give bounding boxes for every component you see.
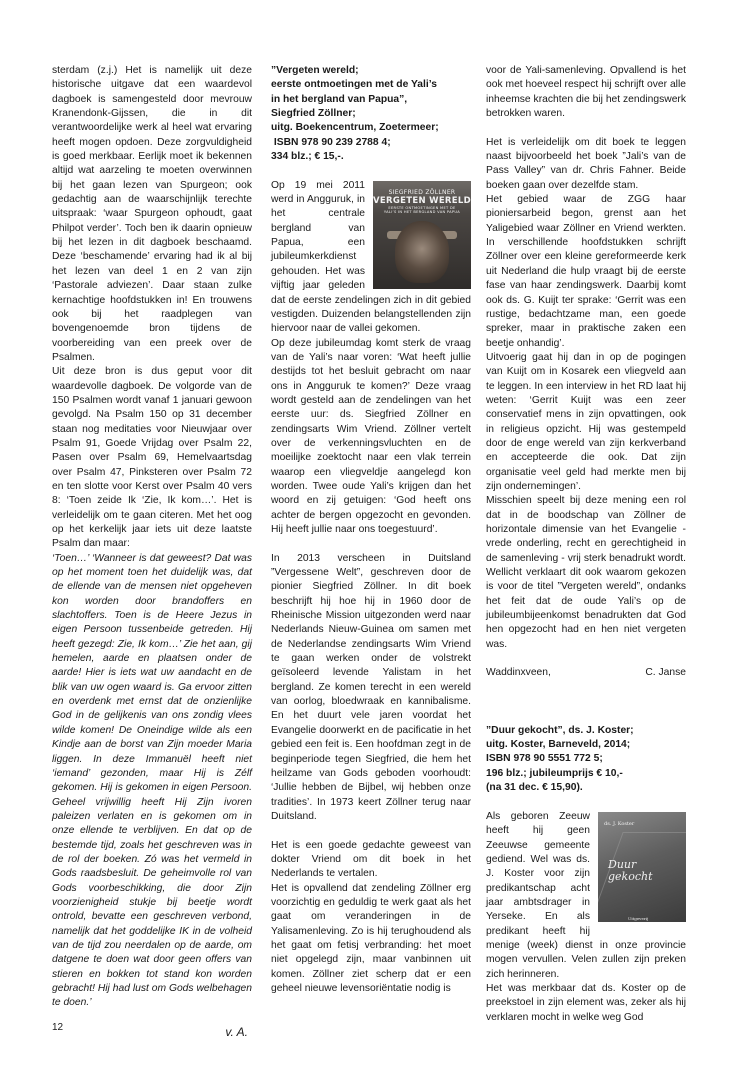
- review-paragraph: Misschien speelt bij deze mening een rol dat in de boodschap van Zöllner de horizontale dimensie van het Evangelie - vrede onderling, recht en gerechtigheid in de samenleving - vrij sterk benadrukt wordt. Wellicht verklaart dit ook waarom gekozen is voor de titel ”Vergeten wereld”, ondanks het feit dat de oude Yali’s op de jubileumbijeenkomst benadrukten dat God hen opgezocht had en hen niet vergeten was.: [486, 495, 686, 650]
- column-left: [52, 64, 252, 1039]
- bib-line: 334 blz.; € 15,-.: [271, 151, 344, 163]
- book-bibliography: [271, 64, 471, 164]
- bib-line: ”Vergeten wereld;: [271, 65, 359, 76]
- bib-line: ”Duur gekocht”, ds. J. Koster;: [486, 724, 634, 736]
- cover-title: VERGETEN WERELD: [373, 195, 471, 206]
- review-paragraph: Als geboren Zeeuw heeft hij geen Zeeuwse gemeente gediend. Wel was ds. J. Koster voor zijn predikantschap acht jaar ambtsdrager in Yerseke. En als predikant heeft hij menige (week) dienst in onze provincie mogen vervullen. Velen zullen zijn preken zich herinneren.: [486, 810, 686, 980]
- review-paragraph: In 2013 verscheen in Duitsland ”Vergessene Welt”, geschreven door de pionier Siegfried Zöllner. In dit boek beschrijft hij hoe hij in 1960 door de Rheinische Mission uitgezonden werd naar Nederlands Nieuw-Guinea om samen met de Nederlandse zendingsarts Wim Vriend te gaan werken onder de volstrekt geïsoleerd levende Yalistam in het bergland. Ze komen terecht in een wereld van oorlog, bloedwraak en kannibalisme. En het duurt vele jaren voordat het Evangelie doorwerkt en de pacificatie in het gebied een feit is. Een hoofdman zegt in de beginperiode tegen Siegfried, die hem het heilzame van Gods geboden voorhoudt: ‘Jullie hebben de Bijbel, wij hebben onze tradities’. In 1973 keert Zöllner terug naar Duitsland.: [271, 552, 471, 822]
- review-paragraph: Op deze jubileumdag komt sterk de vraag van de Yali’s naar voren: ‘Wat heeft jullie destijds tot het besluit gebracht om naar ons in Angguruk te komen?’ Deze vraag wordt gesteld aan de zendelingen van het eerste uur: ds. Siegfried Zöllner en zendingsarts Wim Vriend. Zöllner vertelt over de verkenningsvluchten en de moeilijke zoektocht naar een vlak terrein waarop een vliegveldje aangelegd kon worden. Twee oude Yali’s krijgen dan het woord en zij getuigen: ‘God heeft ons achter de bergen opgezocht en gevonden. Hij heeft jullie naar ons toegestuurd’.: [271, 337, 471, 535]
- bib-line: 196 blz.; jubileumprijs € 10,-: [486, 767, 623, 779]
- review-paragraph: Het is opvallend dat zendeling Zöllner erg voorzichtig en geduldig te werk gaat als het gaat om veranderingen in de Yalisamenleving. Zo is hij terughoudend als het gaat om fetisj verbranding: het moet niet opgelegd zijn, maar vanbinnen uit komen. Zöllner ziet scherp dat er een geheel nieuwe levensoriëntatie nodig is: [271, 882, 471, 994]
- bib-line: (na 31 dec. € 15,90).: [486, 782, 583, 794]
- cover-author: ds. J. Koster: [604, 820, 635, 827]
- bib-line: in het bergland van Papua”,: [271, 93, 408, 105]
- signoff-place: Waddinxveen,: [486, 667, 551, 679]
- bib-line: uitg. Koster, Barneveld, 2014;: [486, 739, 631, 751]
- review-paragraph: Uit deze bron is dus geput voor dit waardevolle dagboek. De volgorde van de 150 Psalmen wordt vanaf 1 januari gewoon gevolgd. Na Psalm 150 op 31 december staan nog meditaties voor Nieuwjaar over Psalm 91, Goede Vrijdag over Psalm 22, Pasen over Psalm 69, Hemelvaartsdag over Psalm 47, Pinksteren over Psalm 72 en ten slotte voor Kerst over Psalm 40 vers 8: ‘Toen zeide Ik ‘Zie, Ik kom…’. Het is verleidelijk om te gaan citeren. Met het oog op het kerkelijk jaar iets uit deze laatste Psalm dan maar:: [52, 366, 252, 550]
- page-number: 12: [52, 1022, 64, 1033]
- column-middle: [271, 64, 471, 996]
- reviewer-signature: v. A.: [225, 1024, 248, 1039]
- cover-subtitle: EERSTE ONTMOETINGEN MET DE YALI’S IN HET BERGLAND VAN PAPUA: [383, 205, 461, 215]
- review-paragraph: Het is verleidelijk om dit boek te leggen naast bijvoorbeeld het boek ”Jali’s van de Pass Valley” van dr. Chris Fahner. Beide boeken gaan over dezelfde stam.: [486, 136, 686, 191]
- bib-line: ISBN 978 90 5551 772 5;: [486, 753, 603, 765]
- bib-line: uitg. Boekencentrum, Zoetermeer;: [271, 122, 439, 134]
- column-right: [486, 64, 686, 1025]
- review-paragraph: Het gebied waar de ZGG haar pioniersarbeid begon, grenst aan het Yaligebied waar Zöllner en Vriend werkten. In verschillende hoofdstukken schrijft Zöllner over een kleine gereformeerde kerk uit Nederland die hulp vraagt bij de eerste fase van haar zendingswerk. Daarbij komt ook ds. G. Kuijt ter sprake: ‘Gerrit was een rustige, bedachtzame man, een goede spreker, maar in praktische zaken een beetje onhandig’.: [486, 194, 686, 349]
- review-paragraph: sterdam (z.j.) Het is namelijk uit deze historische uitgave dat een waardevol dagboek is samengesteld door mevrouw Kranendonk-Gijssen, die in dit verantwoordelijke werk al heel wat ervaring heeft mogen opdoen. Deze zorgvuldigheid is goed merkbaar. Eerlijk moet ik bekennen altijd wat aarzeling te moeten overwinnen bij het gaan lezen van Spurgeon; ook gedachtig aan de waarschijnlijk terechte uitspraak: ‘waar Spurgeon ophoudt, gaat Philpot verder’. Toch ben ik daarin opnieuw bij het lezen in dit dagboek beschaamd. Deze ‘beschamende’ ervaring had ik al bij het lezen van deel 1 en 2 van zijn ‘Pastorale adviezen’. Daar staan zulke kernachtige hoofdstukken in! En trouwens ook bij het raadplegen van bovengenoemde bron tijdens de voorbereiding van een preek over de Psalmen.: [52, 65, 252, 363]
- signoff-author: C. Janse: [645, 667, 686, 679]
- review-paragraph: Het was merkbaar dat ds. Koster op de preekstoel in zijn element was, zeker als hij verklaren mocht in welke weg God: [486, 982, 686, 1023]
- bib-line: ISBN 978 90 239 2788 4;: [271, 136, 391, 148]
- book-cover-vergeten-wereld: [373, 181, 471, 289]
- cover-title-line: Duur: [608, 857, 637, 871]
- cover-author: SIEGFRIED ZÖLLNER: [388, 188, 456, 196]
- bib-line: Siegfried Zöllner;: [271, 108, 356, 120]
- cover-publisher: Uitgeverij: [628, 915, 649, 921]
- quote-paragraph: ‘Toen…’ ‘Wanneer is dat geweest? Dat was op het moment toen het duidelijk was, dat de ellende van de mensen niet opgeheven kon worden door brandoffers en slachtoffers. Toen is de Heere Jezus in eigen Persoon tussenbeide getreden. Hij heeft gezegd: Zie, Ik kom…’ Zie het aan, gij hemelen, aarde en plaatsen onder de aarde! Hier is iets wat uw aandacht en de blik van uw ogen waard is. Ga ervoor zitten en overdenk met ernst dat de onzienlijke God in de gelijkenis van ons zondig vlees wilde komen! De Oneindige wilde als een Kindje aan de borst van Zijn moeder Maria liggen. In deze Immanuël heeft niet ‘iemand’ gezonden, maar Hij is Zélf gekomen. Hij is gekomen in eigen Persoon. Geheel vrijwillig heeft Hij Zijn ivoren paleizen verlaten en is gekomen om in onze ellende te verblijven. En dat op de bestemde tijd, zoals het geschreven was in de rol der boeken. Zó was het vermeld in Gods raadsbesluit. De geheimvolle rol van Gods voorbeschikking, die door Zijn voorzienigheid stukje bij beetje wordt ontrold, bevatte een geschreven verbond, namelijk dat het goddelijke IK in de volheid van de tijd zou neerdalen op de aarde, om datgene te doen wat door geen offers van stieren en bokken tot stand kon worden gebracht! Hij had lust om Gods welbehagen te doen.’: [52, 552, 252, 1009]
- review-signoff: [486, 666, 686, 680]
- book-cover-duur-gekocht: [598, 812, 686, 922]
- bib-line: eerste ontmoetingen met de Yali’s: [271, 79, 437, 91]
- review-paragraph: voor de Yali-samenleving. Opvallend is het ook met hoeveel respect hij schrijft over alle inheemse krachten die bij het zendingswerk betrokken waren.: [486, 65, 686, 120]
- cover-photo-face: [395, 221, 449, 283]
- review-paragraph: Het is een goede gedachte geweest van dokter Vriend om dit boek in het Nederlands te vertalen.: [271, 839, 471, 880]
- review-paragraph: Op 19 mei 2011 werd in Angguruk, in het centrale bergland van Papua, een jubileumkerkdienst gehouden. Het was vijftig jaar geleden dat de eerste zendelingen zich in dit gebied vestigden. Duizenden belangstellenden zijn hiervoor naar de vallei gekomen.: [271, 179, 471, 335]
- book-bibliography: [486, 724, 686, 796]
- review-paragraph: Uitvoerig gaat hij dan in op de pogingen van Kuijt om in Kosarek een vliegveld aan te leggen. In een interview in het RD laat hij weten: ‘Gerrit Kuijt was een zeer conservatief mens in zijn opvattingen, ook in religieus opzicht. Hij was gestempeld door de enge wereld van zijn kerkverband en accepteerde die ook. Dat zijn organisatie veel geld had merkte men bij zijn ondernemingen’.: [486, 351, 686, 492]
- cover-title-line: gekocht: [608, 869, 653, 883]
